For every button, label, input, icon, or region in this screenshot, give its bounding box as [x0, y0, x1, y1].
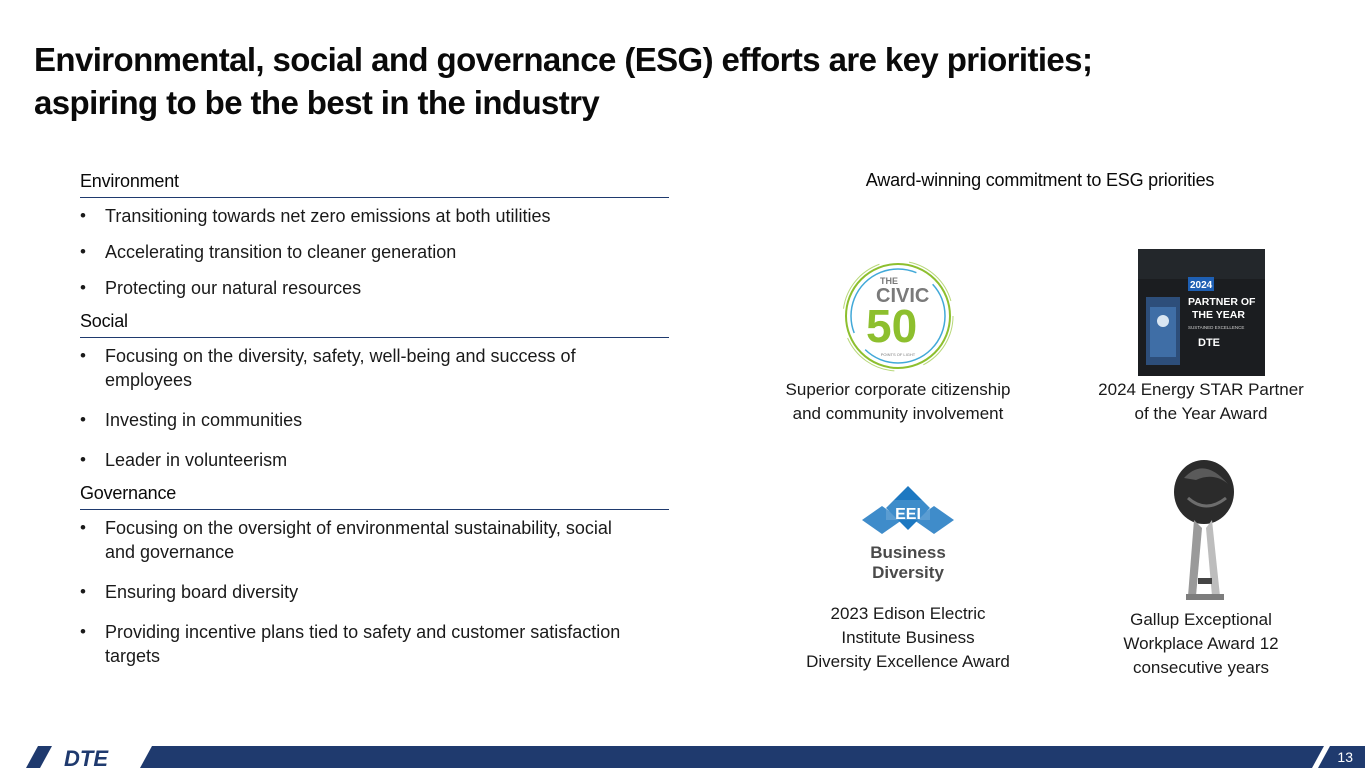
eei-business-text: Business — [870, 543, 946, 562]
section-governance — [80, 480, 669, 668]
slide-title — [34, 38, 1284, 124]
year-text: THE YEAR — [1191, 309, 1245, 321]
award-caption-line: 2024 Energy STAR Partner — [1098, 380, 1304, 399]
bullet-item: • Ensuring board diversity — [80, 580, 645, 604]
partner-text: PARTNER OF — [1187, 296, 1255, 308]
bullet-item: • Protecting our natural resources — [80, 276, 645, 300]
award-caption-line: 2023 Edison Electric — [830, 604, 986, 623]
eei-diversity-text: Diversity — [872, 563, 944, 582]
bullet-item: • Transitioning towards net zero emissions at both utilities — [80, 204, 645, 228]
eei-business-diversity-logo — [856, 484, 960, 588]
footer-bar — [0, 746, 1365, 768]
award-caption-line: and community involvement — [792, 404, 1004, 423]
award-eei — [773, 484, 1043, 674]
award-year-text: 2024 — [1189, 280, 1212, 291]
award-energy-star — [1066, 249, 1336, 426]
section-environment — [80, 168, 669, 300]
section-heading: Governance — [80, 480, 669, 510]
bullet-list — [80, 344, 669, 472]
civic-fifty-text: 50 — [866, 300, 918, 352]
section-heading: Social — [80, 308, 669, 338]
sustained-text: SUSTAINED EXCELLENCE — [1187, 325, 1244, 330]
civic-word-text: CIVIC — [876, 285, 930, 307]
award-caption-line: Institute Business — [841, 628, 975, 647]
bullet-item: • Investing in communities — [80, 408, 645, 432]
award-gallup — [1066, 458, 1336, 680]
civic-the-text: THE — [880, 276, 898, 286]
bullet-item: • Leader in volunteerism — [80, 448, 645, 472]
page-number: 13 — [1337, 749, 1353, 765]
dte-footer-logo — [0, 746, 170, 768]
bullet-item: • Accelerating transition to cleaner generation — [80, 240, 645, 264]
eei-text: EEI — [895, 506, 921, 523]
dte-award-text: DTE — [1197, 337, 1220, 349]
slide-title-line-2: aspiring to be the best in the industry — [34, 84, 600, 121]
award-civic-50 — [763, 260, 1033, 426]
bullet-item: • Providing incentive plans tied to safety and customer satisfaction targets — [80, 620, 645, 668]
bullet-item: • Focusing on the oversight of environmental sustainability, social and governance — [80, 516, 645, 564]
dte-brand-text: DTE — [64, 746, 108, 768]
awards-heading: Award-winning commitment to ESG priorities — [865, 170, 1215, 190]
civic-50-logo — [836, 260, 960, 372]
energy-star-award-photo — [1138, 249, 1265, 376]
section-heading: Environment — [80, 168, 669, 198]
bullet-list — [80, 204, 669, 300]
bullet-list — [80, 516, 669, 668]
slide-title-line-1: Environmental, social and governance (ESG) efforts are key priorities; — [34, 41, 1093, 78]
award-caption-line: Gallup Exceptional — [1130, 610, 1272, 629]
award-caption-line: of the Year Award — [1134, 404, 1268, 423]
award-caption-line: Superior corporate citizenship — [785, 380, 1011, 399]
civic-points-text: POINTS OF LIGHT — [880, 352, 916, 357]
gallup-trophy-photo — [1166, 458, 1236, 602]
esg-sections — [80, 168, 669, 668]
award-caption-line: Workplace Award 12 — [1123, 634, 1279, 653]
award-caption-line: Diversity Excellence Award — [806, 652, 1010, 671]
section-social — [80, 308, 669, 472]
bullet-item: • Focusing on the diversity, safety, well-being and success of employees — [80, 344, 645, 392]
award-caption-line: consecutive years — [1132, 658, 1270, 677]
